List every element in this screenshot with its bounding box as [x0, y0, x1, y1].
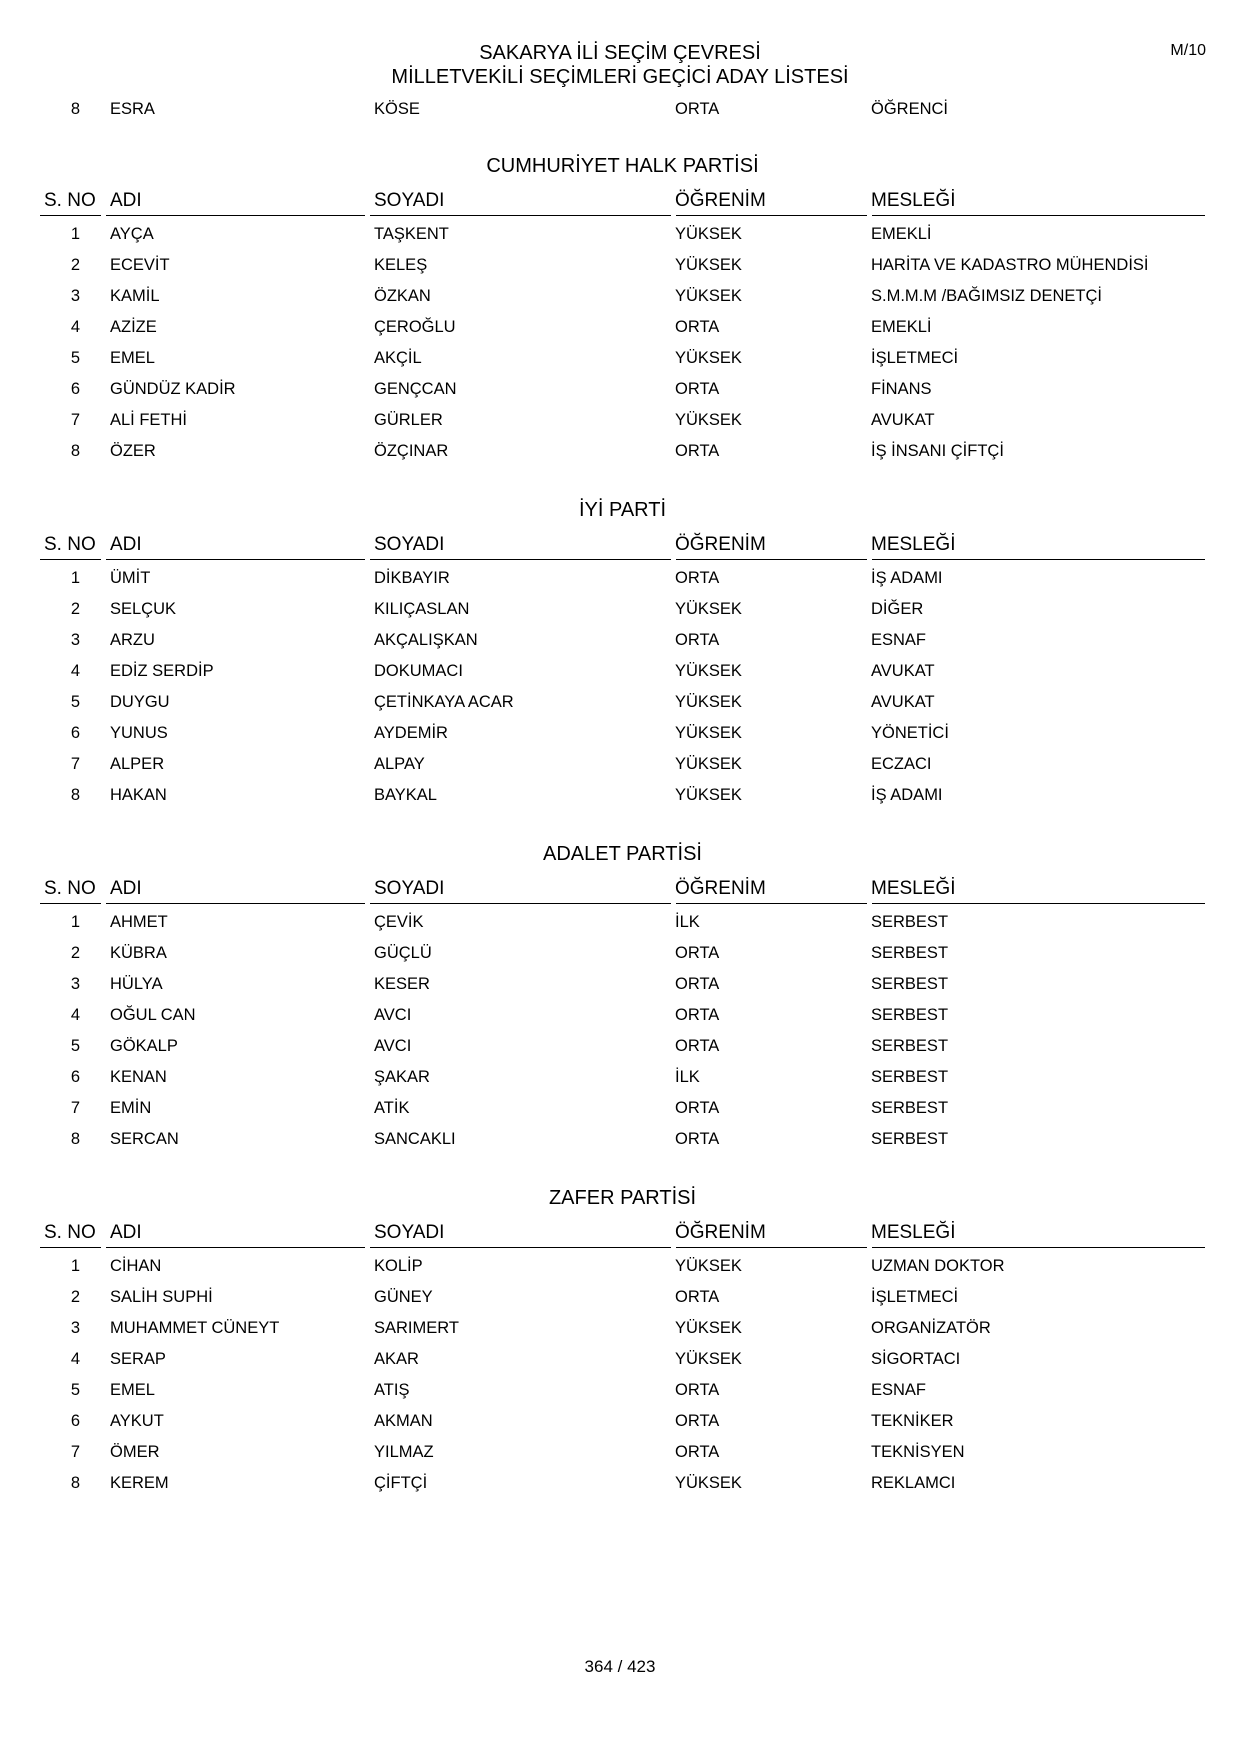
cell-adi: ÖMER — [110, 1443, 160, 1461]
cell-adi: ECEVİT — [110, 256, 170, 274]
cell-adi: EMEL — [110, 349, 155, 367]
header-underline — [676, 559, 867, 560]
cell-ogrenim: YÜKSEK — [675, 349, 742, 367]
cell-soyadi: ŞAKAR — [374, 1068, 430, 1086]
candidate-row — [40, 1061, 1205, 1092]
cell-soyadi: ÇİFTÇİ — [374, 1474, 428, 1492]
cell-ogrenim: ORTA — [675, 1443, 720, 1461]
candidate-row — [40, 404, 1205, 435]
cell-ogrenim: ORTA — [675, 1288, 720, 1306]
cell-ogrenim: ORTA — [675, 631, 720, 649]
cell-no: 3 — [70, 975, 80, 993]
header-ogrenim: ÖĞRENİM — [675, 190, 766, 211]
cell-no: 5 — [70, 693, 80, 711]
cell-no: 6 — [70, 1412, 80, 1430]
cell-no: 3 — [70, 1319, 80, 1337]
header-meslegi: MESLEĞİ — [871, 1222, 956, 1243]
header-underline — [370, 903, 671, 904]
cell-adi: EMİN — [110, 1099, 152, 1117]
candidate-row — [40, 748, 1205, 779]
cell-meslegi: SERBEST — [871, 975, 949, 993]
carryover-row — [40, 93, 1205, 124]
cell-soyadi: ÖZÇINAR — [374, 442, 449, 460]
cell-ogrenim: ORTA — [675, 1099, 720, 1117]
party-title: İYİ PARTİ — [578, 499, 667, 521]
cell-meslegi: SERBEST — [871, 1037, 949, 1055]
header-ogrenim: ÖĞRENİM — [675, 534, 766, 555]
candidate-row — [40, 373, 1205, 404]
candidate-rows — [40, 562, 1205, 810]
cell-ogrenim: ORTA — [675, 1381, 720, 1399]
cell-adi: ALPER — [110, 755, 165, 773]
cell-soyadi: GENÇCAN — [374, 380, 457, 398]
cell-adi: EDİZ SERDİP — [110, 662, 214, 680]
cell-adi: KAMİL — [110, 287, 160, 305]
header-soyadi: SOYADI — [374, 878, 445, 899]
header-underline — [106, 559, 365, 560]
cell-ogrenim: ORTA — [675, 442, 720, 460]
cell-meslegi: ÖĞRENCİ — [871, 100, 949, 118]
cell-adi: AHMET — [110, 913, 168, 931]
cell-soyadi: ÖZKAN — [374, 287, 431, 305]
header-adi: ADI — [110, 534, 142, 555]
party-title: CUMHURİYET HALK PARTİSİ — [486, 155, 759, 177]
cell-ogrenim: ORTA — [675, 1006, 720, 1024]
header-underline — [106, 215, 365, 216]
title-line-1: SAKARYA İLİ SEÇİM ÇEVRESİ — [479, 42, 761, 64]
cell-soyadi: GÜNEY — [374, 1288, 433, 1306]
cell-soyadi: AVCI — [374, 1037, 412, 1055]
cell-meslegi: AVUKAT — [871, 411, 935, 429]
cell-no: 5 — [70, 349, 80, 367]
candidate-row — [40, 686, 1205, 717]
candidate-rows — [40, 1250, 1205, 1498]
cell-ogrenim: ORTA — [675, 944, 720, 962]
cell-soyadi: KOLİP — [374, 1257, 423, 1275]
cell-adi: KÜBRA — [110, 944, 167, 962]
cell-ogrenim: ORTA — [675, 569, 720, 587]
cell-adi: ÜMİT — [110, 569, 151, 587]
cell-soyadi: GÜÇLÜ — [374, 944, 432, 962]
cell-ogrenim: YÜKSEK — [675, 600, 742, 618]
header-meslegi: MESLEĞİ — [871, 878, 956, 899]
cell-ogrenim: ORTA — [675, 1130, 720, 1148]
candidate-row — [40, 1374, 1205, 1405]
cell-adi: AYÇA — [110, 225, 154, 243]
cell-meslegi: YÖNETİCİ — [871, 724, 949, 742]
candidate-row — [40, 1030, 1205, 1061]
candidate-row — [40, 906, 1205, 937]
header-no: S. NO — [44, 190, 96, 211]
candidate-row — [40, 1467, 1205, 1498]
header-underline — [40, 1247, 101, 1248]
candidate-row — [40, 280, 1205, 311]
cell-no: 1 — [70, 913, 80, 931]
cell-ogrenim: YÜKSEK — [675, 662, 742, 680]
candidate-row — [40, 593, 1205, 624]
cell-adi: KENAN — [110, 1068, 167, 1086]
cell-no: 6 — [70, 724, 80, 742]
header-underline — [40, 215, 101, 216]
cell-no: 8 — [70, 442, 80, 460]
header-soyadi: SOYADI — [374, 1222, 445, 1243]
table-header — [40, 534, 1205, 562]
cell-meslegi: SERBEST — [871, 1068, 949, 1086]
cell-soyadi: DİKBAYIR — [374, 569, 450, 587]
cell-soyadi: ALPAY — [374, 755, 425, 773]
table-header — [40, 878, 1205, 906]
table-header — [40, 1222, 1205, 1250]
cell-ogrenim: YÜKSEK — [675, 755, 742, 773]
cell-soyadi: ÇEROĞLU — [374, 318, 456, 336]
cell-ogrenim: YÜKSEK — [675, 724, 742, 742]
cell-no: 3 — [70, 631, 80, 649]
cell-no: 6 — [70, 1068, 80, 1086]
cell-ogrenim: ORTA — [675, 100, 720, 118]
candidate-row — [40, 717, 1205, 748]
cell-meslegi: SERBEST — [871, 1099, 949, 1117]
cell-meslegi: TEKNİSYEN — [871, 1443, 965, 1461]
cell-adi: SALİH SUPHİ — [110, 1288, 213, 1306]
cell-adi: KEREM — [110, 1474, 169, 1492]
cell-ogrenim: YÜKSEK — [675, 256, 742, 274]
cell-soyadi: TAŞKENT — [374, 225, 449, 243]
cell-adi: OĞUL CAN — [110, 1006, 196, 1024]
header-underline — [40, 559, 101, 560]
cell-meslegi: DİĞER — [871, 600, 924, 618]
cell-no: 3 — [70, 287, 80, 305]
header-underline — [676, 215, 867, 216]
cell-soyadi: KESER — [374, 975, 430, 993]
cell-adi: AYKUT — [110, 1412, 164, 1430]
cell-soyadi: KELEŞ — [374, 256, 428, 274]
cell-ogrenim: YÜKSEK — [675, 1257, 742, 1275]
header-underline — [40, 903, 101, 904]
cell-ogrenim: ORTA — [675, 1412, 720, 1430]
cell-soyadi: YILMAZ — [374, 1443, 434, 1461]
cell-soyadi: AYDEMİR — [374, 724, 448, 742]
cell-no: 2 — [70, 256, 80, 274]
cell-meslegi: AVUKAT — [871, 693, 935, 711]
candidate-row — [40, 1123, 1205, 1154]
header-underline — [676, 1247, 867, 1248]
cell-adi: ESRA — [110, 100, 155, 118]
candidate-row — [40, 624, 1205, 655]
cell-soyadi: AKÇİL — [374, 349, 422, 367]
cell-no: 2 — [70, 1288, 80, 1306]
cell-adi: YUNUS — [110, 724, 168, 742]
header-underline — [370, 215, 671, 216]
cell-no: 4 — [70, 1350, 80, 1368]
cell-no: 1 — [70, 225, 80, 243]
party-title: ZAFER PARTİSİ — [548, 1187, 697, 1209]
cell-ogrenim: ORTA — [675, 975, 720, 993]
cell-soyadi: ÇETİNKAYA ACAR — [374, 693, 514, 711]
table-header — [40, 190, 1205, 218]
header-underline — [676, 903, 867, 904]
candidate-row — [40, 779, 1205, 810]
document-title — [0, 41, 1240, 89]
cell-meslegi: FİNANS — [871, 380, 932, 398]
cell-adi: GÖKALP — [110, 1037, 178, 1055]
cell-meslegi: ECZACI — [871, 755, 932, 773]
candidate-rows — [40, 218, 1205, 466]
candidate-row — [40, 218, 1205, 249]
cell-no: 7 — [70, 1099, 80, 1117]
cell-adi: MUHAMMET CÜNEYT — [110, 1319, 280, 1337]
candidate-row — [40, 968, 1205, 999]
cell-no: 8 — [70, 1474, 80, 1492]
candidate-row — [40, 937, 1205, 968]
cell-ogrenim: İLK — [675, 913, 700, 931]
header-adi: ADI — [110, 878, 142, 899]
cell-adi: HAKAN — [110, 786, 167, 804]
cell-ogrenim: YÜKSEK — [675, 1319, 742, 1337]
cell-no: 7 — [70, 755, 80, 773]
header-underline — [106, 1247, 365, 1248]
cell-meslegi: REKLAMCI — [871, 1474, 956, 1492]
cell-no: 2 — [70, 944, 80, 962]
cell-adi: ÖZER — [110, 442, 156, 460]
cell-ogrenim: YÜKSEK — [675, 786, 742, 804]
cell-no: 5 — [70, 1037, 80, 1055]
candidate-row — [40, 1312, 1205, 1343]
title-line-2: MİLLETVEKİLİ SEÇİMLERİ GEÇİCİ ADAY LİSTESİ — [391, 66, 849, 88]
cell-meslegi: İŞ ADAMI — [871, 786, 943, 804]
cell-no: 7 — [70, 1443, 80, 1461]
cell-soyadi: SANCAKLI — [374, 1130, 456, 1148]
cell-no: 2 — [70, 600, 80, 618]
cell-soyadi: AVCI — [374, 1006, 412, 1024]
cell-no: 7 — [70, 411, 80, 429]
cell-soyadi: BAYKAL — [374, 786, 437, 804]
cell-adi: CİHAN — [110, 1257, 162, 1275]
cell-adi: ARZU — [110, 631, 155, 649]
header-soyadi: SOYADI — [374, 534, 445, 555]
candidate-row — [40, 249, 1205, 280]
header-underline — [872, 903, 1205, 904]
cell-meslegi: HARİTA VE KADASTRO MÜHENDİSİ — [871, 256, 1149, 274]
candidate-row — [40, 435, 1205, 466]
cell-no: 4 — [70, 318, 80, 336]
cell-no: 1 — [70, 569, 80, 587]
cell-meslegi: S.M.M.M /BAĞIMSIZ DENETÇİ — [871, 287, 1103, 305]
cell-meslegi: İŞLETMECİ — [871, 1288, 959, 1306]
cell-no: 4 — [70, 1006, 80, 1024]
header-underline — [370, 559, 671, 560]
header-underline — [872, 215, 1205, 216]
candidate-row — [40, 342, 1205, 373]
cell-ogrenim: YÜKSEK — [675, 693, 742, 711]
cell-no: 5 — [70, 1381, 80, 1399]
cell-ogrenim: YÜKSEK — [675, 287, 742, 305]
cell-ogrenim: YÜKSEK — [675, 1350, 742, 1368]
cell-adi: SELÇUK — [110, 600, 177, 618]
cell-adi: HÜLYA — [110, 975, 163, 993]
cell-ogrenim: YÜKSEK — [675, 1474, 742, 1492]
cell-soyadi: KILIÇASLAN — [374, 600, 470, 618]
header-no: S. NO — [44, 878, 96, 899]
cell-soyadi: AKAR — [374, 1350, 419, 1368]
header-meslegi: MESLEĞİ — [871, 534, 956, 555]
cell-meslegi: SİGORTACI — [871, 1350, 961, 1368]
cell-soyadi: AKÇALIŞKAN — [374, 631, 478, 649]
candidate-row — [40, 562, 1205, 593]
page-code: M/10 — [1170, 42, 1206, 59]
cell-adi: ALİ FETHİ — [110, 411, 188, 429]
cell-adi: EMEL — [110, 1381, 155, 1399]
cell-meslegi: EMEKLİ — [871, 225, 932, 243]
cell-soyadi: KÖSE — [374, 100, 420, 118]
cell-adi: SERCAN — [110, 1130, 179, 1148]
candidate-row — [40, 311, 1205, 342]
candidate-row — [40, 655, 1205, 686]
cell-meslegi: TEKNİKER — [871, 1412, 954, 1430]
cell-adi: AZİZE — [110, 318, 157, 336]
party-title: ADALET PARTİSİ — [543, 843, 702, 865]
candidate-row — [40, 1405, 1205, 1436]
cell-meslegi: SERBEST — [871, 1006, 949, 1024]
cell-soyadi: DOKUMACI — [374, 662, 463, 680]
cell-no: 4 — [70, 662, 80, 680]
header-adi: ADI — [110, 190, 142, 211]
page-number: 364 / 423 — [584, 1657, 656, 1676]
cell-meslegi: ORGANİZATÖR — [871, 1319, 991, 1337]
header-ogrenim: ÖĞRENİM — [675, 1222, 766, 1243]
cell-ogrenim: YÜKSEK — [675, 225, 742, 243]
cell-ogrenim: İLK — [675, 1068, 700, 1086]
header-underline — [872, 1247, 1205, 1248]
cell-soyadi: ATIŞ — [374, 1381, 410, 1399]
cell-meslegi: UZMAN DOKTOR — [871, 1257, 1005, 1275]
cell-meslegi: İŞ ADAMI — [871, 569, 943, 587]
header-no: S. NO — [44, 1222, 96, 1243]
cell-ogrenim: ORTA — [675, 380, 720, 398]
cell-soyadi: ÇEVİK — [374, 913, 424, 931]
header-no: S. NO — [44, 534, 96, 555]
header-underline — [370, 1247, 671, 1248]
header-ogrenim: ÖĞRENİM — [675, 878, 766, 899]
cell-meslegi: İŞ İNSANI ÇİFTÇİ — [871, 442, 1004, 460]
cell-meslegi: SERBEST — [871, 944, 949, 962]
candidate-row — [40, 1343, 1205, 1374]
header-adi: ADI — [110, 1222, 142, 1243]
candidate-row — [40, 1436, 1205, 1467]
cell-no: 1 — [70, 1257, 80, 1275]
header-meslegi: MESLEĞİ — [871, 190, 956, 211]
cell-soyadi: SARIMERT — [374, 1319, 459, 1337]
cell-meslegi: AVUKAT — [871, 662, 935, 680]
cell-meslegi: SERBEST — [871, 1130, 949, 1148]
cell-ogrenim: YÜKSEK — [675, 411, 742, 429]
candidate-row — [40, 1281, 1205, 1312]
cell-no: 8 — [70, 1130, 80, 1148]
cell-adi: SERAP — [110, 1350, 166, 1368]
header-soyadi: SOYADI — [374, 190, 445, 211]
cell-meslegi: ESNAF — [871, 1381, 927, 1399]
cell-adi: DUYGU — [110, 693, 170, 711]
candidate-row — [40, 1250, 1205, 1281]
cell-no: 6 — [70, 380, 80, 398]
cell-no: 8 — [70, 786, 80, 804]
cell-ogrenim: ORTA — [675, 318, 720, 336]
cell-soyadi: ATİK — [374, 1099, 410, 1117]
header-underline — [106, 903, 365, 904]
candidate-rows — [40, 906, 1205, 1154]
cell-meslegi: EMEKLİ — [871, 318, 932, 336]
cell-meslegi: SERBEST — [871, 913, 949, 931]
cell-soyadi: GÜRLER — [374, 411, 443, 429]
cell-meslegi: İŞLETMECİ — [871, 349, 959, 367]
cell-ogrenim: ORTA — [675, 1037, 720, 1055]
header-underline — [872, 559, 1205, 560]
cell-soyadi: AKMAN — [374, 1412, 433, 1430]
cell-no: 8 — [70, 100, 80, 118]
cell-adi: GÜNDÜZ KADİR — [110, 380, 236, 398]
cell-meslegi: ESNAF — [871, 631, 927, 649]
candidate-row — [40, 999, 1205, 1030]
candidate-row — [40, 1092, 1205, 1123]
